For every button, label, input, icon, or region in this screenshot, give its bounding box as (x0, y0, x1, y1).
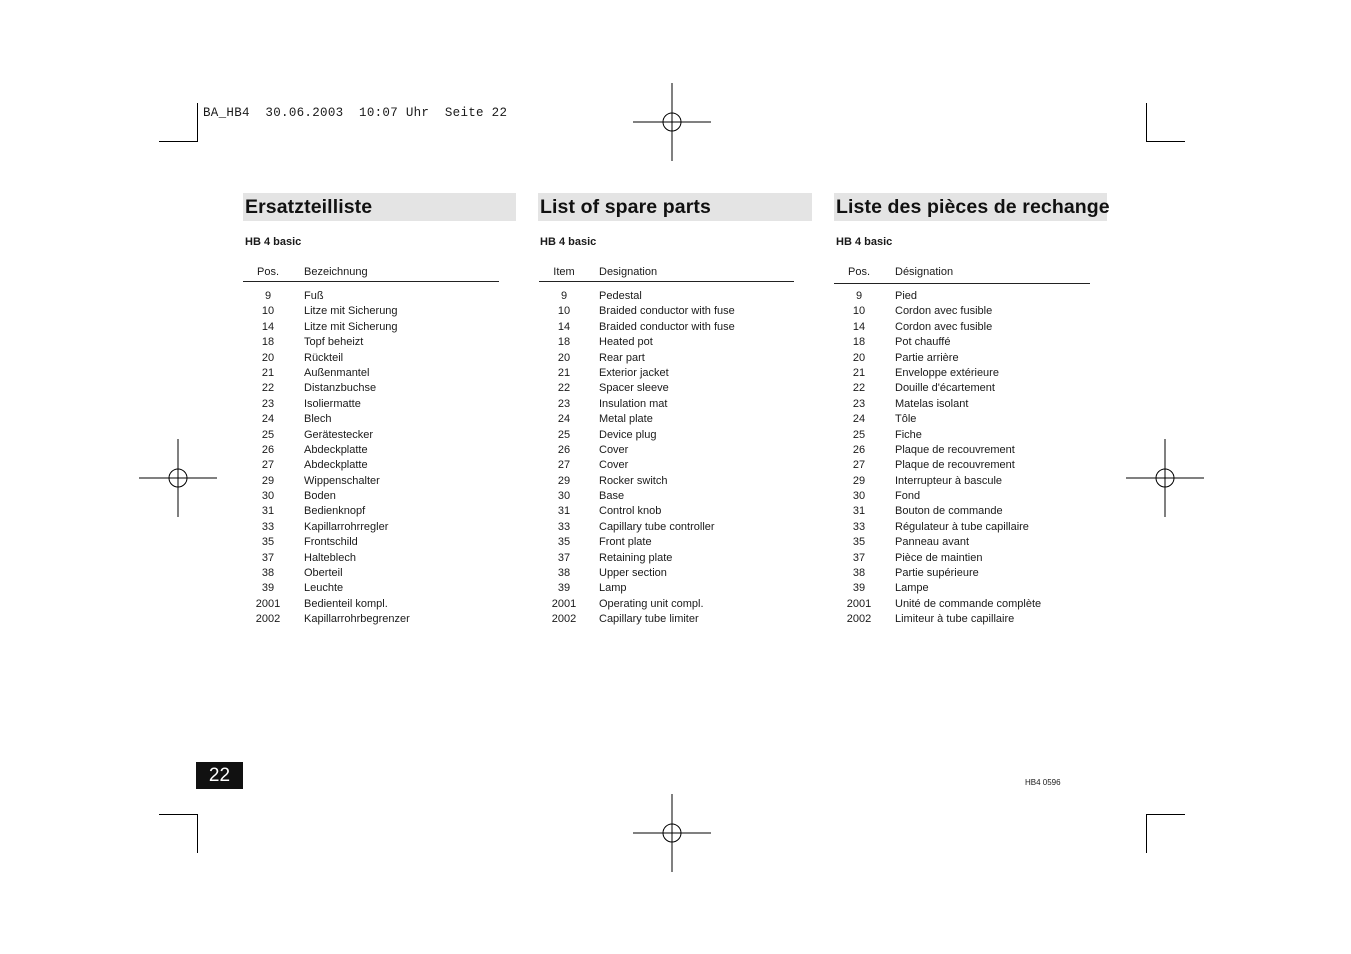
column-french (834, 193, 1110, 626)
part-description: Abdeckplatte (304, 443, 368, 456)
part-position: 31 (261, 505, 275, 518)
table-row (539, 489, 794, 504)
part-description: Partie arrière (895, 351, 959, 364)
part-position: 33 (261, 520, 275, 533)
table-row (539, 581, 794, 596)
table-row (243, 551, 499, 566)
table-row (539, 474, 794, 489)
table-header (834, 266, 1090, 284)
part-description: Bouton de commande (895, 505, 1003, 518)
part-position: 2001 (846, 597, 872, 610)
table-row (539, 351, 794, 366)
part-position: 24 (852, 413, 866, 426)
part-description: Litze mit Sicherung (304, 320, 398, 333)
table-row (539, 535, 794, 550)
part-description: Base (599, 490, 625, 503)
table-row (243, 304, 499, 319)
part-description: Cover (599, 443, 629, 456)
part-description: Matelas isolant (895, 397, 969, 410)
part-description: Front plate (599, 536, 652, 549)
part-position: 27 (261, 459, 275, 472)
part-position: 23 (261, 397, 275, 410)
part-position: 22 (852, 382, 866, 395)
table-row (243, 335, 499, 350)
table-row (834, 581, 1090, 596)
part-description: Pièce de maintien (895, 551, 983, 564)
part-description: Partie supérieure (895, 567, 979, 580)
part-description: Plaque de recouvrement (895, 443, 1015, 456)
column-german (243, 193, 516, 626)
header-description: Designation (599, 266, 658, 278)
part-position: 10 (557, 305, 571, 318)
part-position: 37 (261, 551, 275, 564)
part-description: Leuchte (304, 582, 344, 595)
part-description: Unité de commande complète (895, 597, 1042, 610)
part-position: 31 (852, 505, 866, 518)
part-position: 35 (852, 536, 866, 549)
part-position: 18 (852, 336, 866, 349)
part-position: 20 (261, 351, 275, 364)
part-position: 39 (852, 582, 866, 595)
table-row (539, 612, 794, 627)
table-row (243, 474, 499, 489)
part-position: 18 (557, 336, 571, 349)
part-description: Exterior jacket (599, 366, 669, 379)
part-description: Blech (304, 413, 332, 426)
part-position: 22 (557, 382, 571, 395)
part-description: Distanzbuchse (304, 382, 377, 395)
part-description: Limiteur à tube capillaire (895, 613, 1015, 626)
part-position: 26 (557, 443, 571, 456)
part-description: Spacer sleeve (599, 382, 669, 395)
part-description: Fiche (895, 428, 922, 441)
part-position: 2001 (255, 597, 281, 610)
part-position: 20 (557, 351, 571, 364)
table-row (539, 551, 794, 566)
table-row (243, 566, 499, 581)
print-slug: BA_HB4 30.06.2003 10:07 Uhr Seite 22 (203, 106, 508, 120)
part-description: Enveloppe extérieure (895, 366, 999, 379)
part-description: Plaque de recouvrement (895, 459, 1015, 472)
part-position: 31 (557, 505, 571, 518)
part-position: 9 (855, 290, 863, 302)
part-description: Lampe (895, 582, 929, 595)
part-position: 39 (261, 582, 275, 595)
part-description: Cover (599, 459, 629, 472)
part-position: 33 (557, 520, 571, 533)
part-description: Rocker switch (599, 474, 668, 487)
part-position: 25 (261, 428, 275, 441)
part-position: 14 (261, 320, 275, 333)
table-row (539, 504, 794, 519)
table-row (539, 381, 794, 396)
table-row (539, 289, 794, 304)
table-row (539, 335, 794, 350)
part-description: Abdeckplatte (304, 459, 368, 472)
column-title: Ersatzteilliste (245, 195, 373, 218)
part-description: Device plug (599, 428, 657, 441)
model-name: HB 4 basic (245, 236, 302, 248)
part-position: 26 (261, 443, 275, 456)
table-row (539, 566, 794, 581)
part-description: Capillary tube controller (599, 520, 715, 533)
part-position: 29 (852, 474, 866, 487)
table-row (834, 381, 1090, 396)
part-description: Fuß (304, 290, 324, 302)
table-row (834, 304, 1090, 319)
table-row (243, 351, 499, 366)
column-title-box (834, 193, 1110, 221)
part-position: 23 (557, 397, 571, 410)
part-description: Lamp (599, 582, 627, 595)
table-row (834, 535, 1090, 550)
table-row (243, 581, 499, 596)
part-description: Wippenschalter (304, 474, 380, 487)
part-position: 21 (261, 366, 275, 379)
table-row (243, 366, 499, 381)
table-row (243, 443, 499, 458)
part-description: Isoliermatte (304, 397, 361, 410)
part-description: Bedienknopf (304, 505, 366, 518)
table-header (539, 266, 794, 282)
part-position: 14 (852, 320, 866, 333)
part-description: Topf beheizt (304, 336, 364, 349)
part-description: Capillary tube limiter (599, 613, 699, 626)
table-body (243, 282, 499, 628)
table-row (539, 597, 794, 612)
part-position: 14 (557, 320, 571, 333)
header-pos: Pos. (256, 266, 279, 278)
part-position: 10 (261, 305, 275, 318)
header-description: Bezeichnung (304, 266, 368, 278)
part-description: Rückteil (304, 351, 344, 364)
table-row (243, 504, 499, 519)
table-row (834, 335, 1090, 350)
part-position: 18 (261, 336, 275, 349)
part-description: Upper section (599, 567, 667, 580)
part-position: 39 (557, 582, 571, 595)
part-position: 30 (261, 490, 275, 503)
part-position: 37 (557, 551, 571, 564)
part-position: 33 (852, 520, 866, 533)
part-description: Braided conductor with fuse (599, 305, 735, 318)
table-row (243, 535, 499, 550)
table-row (539, 366, 794, 381)
table-row (243, 428, 499, 443)
column-title: Liste des pièces de rechange (836, 195, 1110, 218)
part-description: Bedienteil kompl. (304, 597, 388, 610)
part-description: Braided conductor with fuse (599, 320, 735, 333)
part-description: Boden (304, 490, 336, 503)
column-english (538, 193, 812, 626)
table-row (834, 612, 1090, 627)
page-number: 22 (196, 762, 243, 789)
part-position: 21 (557, 366, 571, 379)
column-title: List of spare parts (540, 195, 711, 218)
part-position: 23 (852, 397, 866, 410)
header-description: Désignation (895, 266, 954, 278)
table-row (539, 412, 794, 427)
part-description: Panneau avant (895, 536, 970, 549)
part-position: 26 (852, 443, 866, 456)
registration-mark-left (139, 439, 217, 517)
table-row (243, 412, 499, 427)
registration-mark-right (1126, 439, 1204, 517)
table-row (834, 458, 1090, 473)
table-row (243, 381, 499, 396)
table-row (539, 443, 794, 458)
part-description: Litze mit Sicherung (304, 305, 398, 318)
table-row (834, 597, 1090, 612)
table-row (834, 366, 1090, 381)
part-position: 20 (852, 351, 866, 364)
table-row (834, 520, 1090, 535)
table-row (243, 489, 499, 504)
part-description: Oberteil (304, 567, 343, 580)
registration-mark-top (633, 83, 711, 161)
part-description: Pedestal (599, 290, 642, 302)
part-position: 38 (557, 567, 571, 580)
part-position: 25 (852, 428, 866, 441)
part-position: 10 (852, 305, 866, 318)
model-name: HB 4 basic (540, 236, 597, 248)
part-description: Gerätestecker (304, 428, 374, 441)
part-position: 9 (264, 290, 272, 302)
part-description: Außenmantel (304, 366, 370, 379)
table-row (243, 320, 499, 335)
table-row (834, 551, 1090, 566)
parts-table (243, 266, 499, 628)
part-description: Tôle (895, 413, 917, 426)
table-body (539, 282, 794, 628)
part-position: 27 (557, 459, 571, 472)
part-description: Interrupteur à bascule (895, 474, 1003, 487)
part-position: 22 (261, 382, 275, 395)
part-position: 29 (557, 474, 571, 487)
parts-table (834, 266, 1090, 628)
part-description: Kapillarrohrbegrenzer (304, 613, 410, 626)
part-description: Pied (895, 290, 918, 302)
part-position: 38 (852, 567, 866, 580)
part-position: 2002 (846, 613, 872, 626)
header-pos: Item (553, 266, 575, 278)
table-body (834, 284, 1090, 628)
document-code: HB4 0596 (1025, 778, 1061, 787)
table-row (539, 458, 794, 473)
table-row (834, 504, 1090, 519)
table-row (834, 289, 1090, 304)
table-row (243, 597, 499, 612)
part-position: 2002 (551, 613, 577, 626)
part-description: Frontschild (304, 536, 358, 549)
table-row (834, 351, 1090, 366)
part-description: Heated pot (599, 336, 653, 349)
column-title-box (538, 193, 812, 221)
part-description: Insulation mat (599, 397, 668, 410)
part-position: 27 (852, 459, 866, 472)
model-name: HB 4 basic (836, 236, 893, 248)
part-position: 30 (852, 490, 866, 503)
part-position: 38 (261, 567, 275, 580)
table-row (243, 520, 499, 535)
part-description: Halteblech (304, 551, 356, 564)
part-position: 2002 (255, 613, 281, 626)
part-position: 24 (261, 413, 275, 426)
part-description: Retaining plate (599, 551, 673, 564)
part-description: Kapillarrohrregler (304, 520, 389, 533)
part-position: 37 (852, 551, 866, 564)
header-pos: Pos. (847, 266, 870, 278)
part-position: 25 (557, 428, 571, 441)
table-row (834, 443, 1090, 458)
table-row (834, 566, 1090, 581)
table-row (243, 289, 499, 304)
column-title-box (243, 193, 516, 221)
part-description: Douille d'écartement (895, 382, 995, 395)
table-row (539, 304, 794, 319)
table-header (243, 266, 499, 282)
part-description: Fond (895, 490, 921, 503)
part-description: Régulateur à tube capillaire (895, 520, 1029, 533)
part-description: Pot chauffé (895, 336, 951, 349)
part-position: 29 (261, 474, 275, 487)
table-row (539, 320, 794, 335)
part-position: 2001 (551, 597, 577, 610)
part-description: Metal plate (599, 413, 653, 426)
part-description: Operating unit compl. (599, 597, 704, 610)
table-row (834, 320, 1090, 335)
table-row (834, 397, 1090, 412)
part-description: Control knob (599, 505, 662, 518)
part-position: 24 (557, 413, 571, 426)
part-description: Cordon avec fusible (895, 320, 993, 333)
registration-mark-bottom (633, 794, 711, 872)
part-position: 30 (557, 490, 571, 503)
part-position: 35 (261, 536, 275, 549)
table-row (834, 474, 1090, 489)
table-row (539, 397, 794, 412)
table-row (834, 412, 1090, 427)
part-position: 21 (852, 366, 866, 379)
part-position: 35 (557, 536, 571, 549)
table-row (243, 397, 499, 412)
part-position: 9 (560, 290, 568, 302)
table-row (243, 458, 499, 473)
part-description: Rear part (599, 351, 645, 364)
table-row (539, 428, 794, 443)
table-row (834, 428, 1090, 443)
table-row (539, 520, 794, 535)
part-description: Cordon avec fusible (895, 305, 993, 318)
table-row (834, 489, 1090, 504)
parts-table (539, 266, 794, 628)
table-row (243, 612, 499, 627)
